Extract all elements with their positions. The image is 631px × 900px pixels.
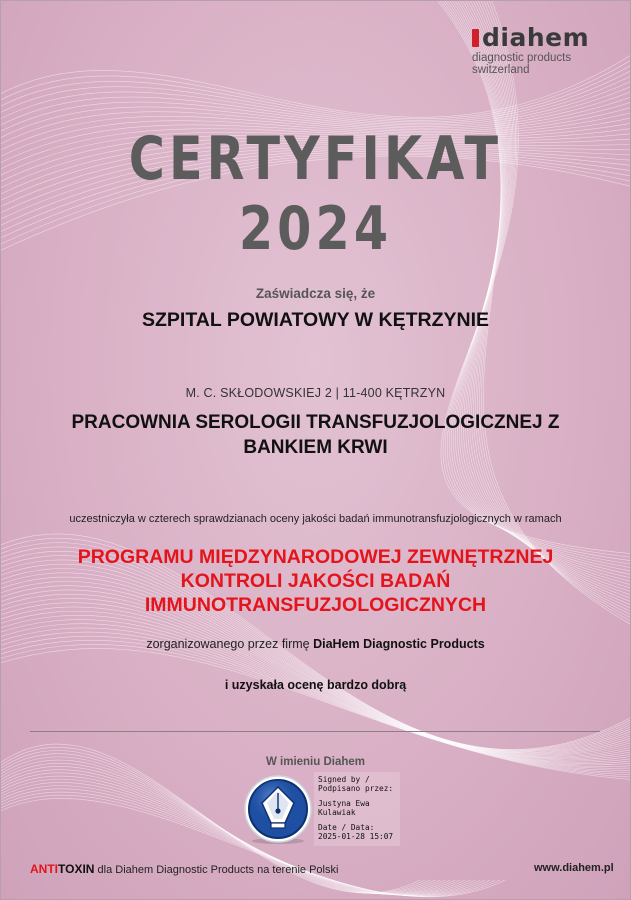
logo-brand [472, 24, 612, 52]
antitoxin-logo-toxin: TOXIN [58, 862, 95, 876]
signature-date-value: 2025-01-28 15:07 [318, 832, 394, 841]
signer-name-line-1: Justyna Ewa [318, 799, 370, 808]
distributor-text: dla Diahem Diagnostic Products na terenie Polski [97, 864, 339, 876]
certifies-text: Zaświadcza się, że [255, 286, 376, 301]
participation-text: uczestniczyła w czterech sprawdzianach oceny jakości badań immunotransfuzjologicznych w ramach [69, 513, 562, 525]
on-behalf-text: W imieniu Diahem [265, 756, 366, 768]
laboratory-name-line-1: PRACOWNIA SEROLOGII TRANSFUZJOLOGICZNEJ Z [71, 412, 560, 433]
program-name-line-2: KONTROLI JAKOŚCI BADAŃ [180, 570, 451, 592]
signer-name-line-2: Kulawiak [318, 808, 356, 817]
logo-tagline-1: diagnostic products [472, 52, 572, 64]
logo-brand-text: diahem [482, 23, 590, 52]
signed-by-label-1: Signed by / [318, 775, 370, 784]
wave-line [0, 779, 475, 895]
certificate-year: 2024 [238, 194, 393, 264]
logo-tagline-2: switzerland [472, 64, 530, 76]
laboratory-name-line-2: BANKIEM KRWI [243, 437, 388, 458]
certificate-title: CERTYFIKAT [128, 124, 503, 194]
laboratory-name [30, 410, 601, 460]
signed-by-label-2: Podpisano przez: [318, 784, 394, 793]
logo-red-mark-icon [472, 29, 479, 47]
footer-distributor [30, 862, 338, 876]
antitoxin-logo-anti: ANTI [30, 862, 58, 876]
diahem-logo [472, 24, 612, 76]
program-name [40, 545, 591, 617]
grade-text: i uzyskała ocenę bardzo dobrą [224, 678, 407, 692]
program-name-line-1: PROGRAMU MIĘDZYNARODOWEJ ZEWNĘTRZNEJ [77, 546, 554, 568]
fountain-pen-nib-icon [242, 773, 314, 845]
wave-line [441, 0, 631, 556]
program-name-line-3: IMMUNOTRANSFUZJOLOGICZNYCH [144, 594, 487, 616]
wave-line [0, 782, 480, 895]
organized-prefix: zorganizowanego przez firmę [146, 637, 310, 651]
wave-line [447, 0, 631, 568]
signature-date-label: Date / Data: [318, 823, 375, 832]
organized-by-text [0, 637, 631, 651]
hospital-address: M. C. SKŁODOWSKIEJ 2 | 11-400 KĘTRZYN [185, 386, 446, 400]
wave-line [445, 0, 631, 564]
website-link[interactable]: www.diahem.pl [534, 862, 614, 874]
divider-line [30, 731, 600, 732]
organizer-company: DiaHem Diagnostic Products [313, 637, 485, 651]
hospital-name: SZPITAL POWIATOWY W KĘTRZYNIE [141, 309, 490, 331]
